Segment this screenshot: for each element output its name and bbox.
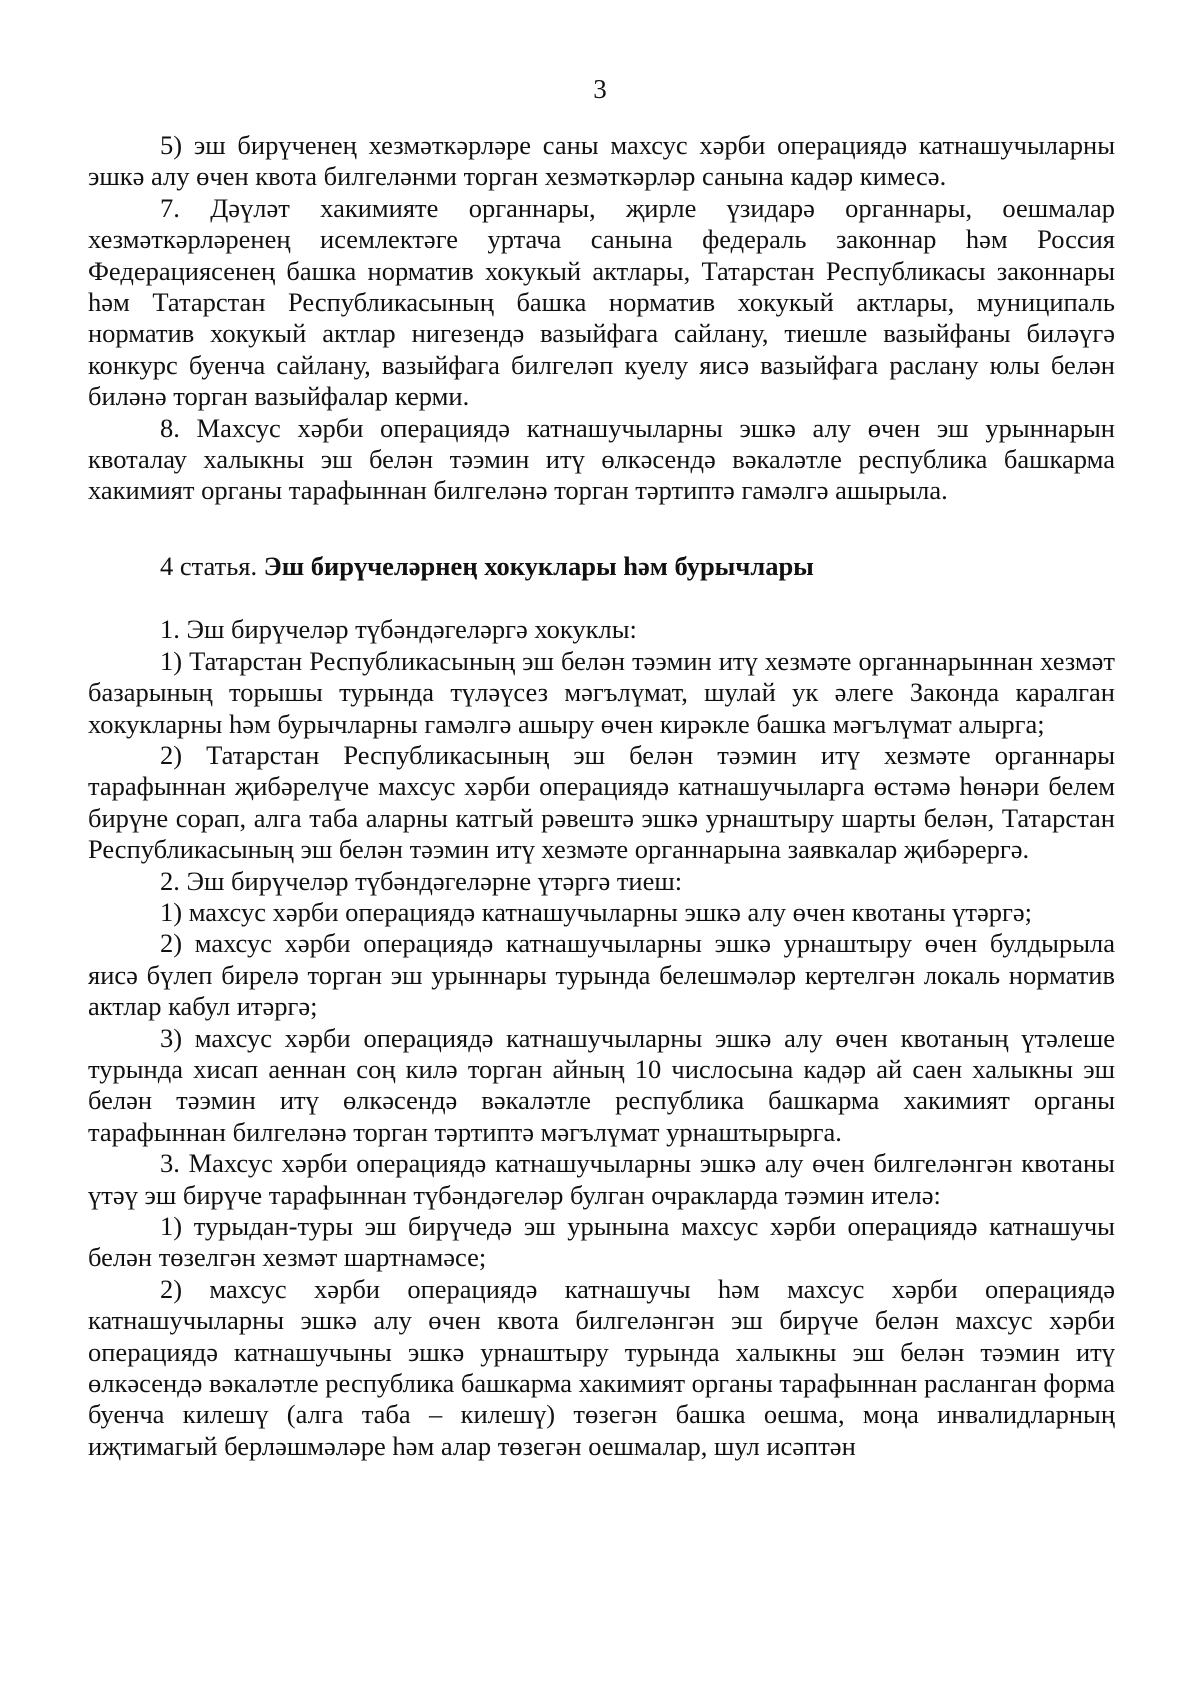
paragraph: 1) махсус хәрби операциядә катнашучыларны эшкә алу өчен квотаны үтәргә; (160, 896, 1032, 927)
article-label: 4 статья. (160, 550, 258, 581)
paragraph: 1) Татарстан Республикасының эш белән тәэмин итү хезмәте органнарыннан хезмәт базарының торышы турында түләүсез мәгълүмат, шулай ук әлеге Законда каралган хокукларны һәм бурычларны гамәлгә ашыру өчен кирәкле башка мәгълүмат алырга; (88, 645, 1115, 739)
paragraph: 2) махсус хәрби операциядә катнашучы һәм махсус хәрби операциядә катнашучыларны эшкә алу өчен квота билгеләнгән эш бирүче белән махсус хәрби операциядә катнашучыны эшкә урнаштыру турында халыкны эш белән тәэмин итү өлкәсендә вәкаләтле республика башкарма хакимият органы тарафыннан расланган форма буенча килешү (алга таба – килешү) төзегән башка оешма, моңа инвалидларның иҗтимагый берләшмәләре һәм алар төзегән оешмалар, шул исәптән (88, 1273, 1115, 1461)
article-heading (88, 551, 1115, 582)
paragraph: 5) эш бирүченең хезмәткәрләре саны махсус хәрби операциядә катнашучыларны эшкә алу өчен квота билгеләнми торган хезмәткәрләр санына кадәр кимесә. (88, 130, 1115, 192)
paragraph: 1. Эш бирүчеләр түбәндәгеләргә хокуклы: (160, 614, 637, 645)
paragraph: 3) махсус хәрби операциядә катнашучыларны эшкә алу өчен квотаның үтәлеше турында хисап аеннан соң килә торган айның 10 числосына кадәр ай саен халыкны эш белән тәэмин итү өлкәсендә вәкаләтле республика башкарма хакимият органы тарафыннан билгеләнә торган тәртиптә мәгълүмат урнаштырырга. (88, 1022, 1115, 1147)
paragraph: 8. Махсус хәрби операциядә катнашучыларны эшкә алу өчен эш урыннарын квоталау халыкны эш белән тәэмин итү өлкәсендә вәкаләтле республика башкарма хакимият органы тарафыннан билгеләнә торган тәртиптә гамәлгә ашырыла. (88, 412, 1115, 506)
paragraph: 3. Махсус хәрби операциядә катнашучыларны эшкә алу өчен билгеләнгән квотаны үтәү эш бирүче тарафыннан түбәндәгеләр булган очракларда тәэмин ителә: (88, 1148, 1115, 1210)
paragraph: 2) махсус хәрби операциядә катнашучыларны эшкә урнаштыру өчен булдырыла яисә бүлеп бирелә торган эш урыннары турында белешмәләр кертелгән локаль норматив актлар кабул итәргә; (88, 928, 1115, 1022)
paragraph: 2. Эш бирүчеләр түбәндәгеләрне үтәргә тиеш: (160, 865, 683, 896)
paragraph: 1) турыдан-туры эш бирүчедә эш урынына махсус хәрби операциядә катнашучы белән төзелгән хезмәт шартнамәсе; (88, 1211, 1115, 1273)
page-number: 3 (593, 74, 607, 104)
paragraph: 2) Татарстан Республикасының эш белән тәэмин итү хезмәте органнары тарафыннан җибәрелүче махсус хәрби операциядә катнашучыларга өстәмә һөнәри белем бирүне сорап, алга таба аларны катгый рәвештә эшкә урнаштыру шарты белән, Татарстан Республикасының эш белән тәэмин итү хезмәте органнарына заявкалар җибәрергә. (88, 739, 1115, 865)
document-body (88, 130, 1115, 1462)
article-title: Эш бирүчеләрнең хокуклары һәм бурычлары (263, 550, 814, 581)
paragraph: 7. Дәүләт хакимияте органнары, җирле үзидарә органнары, оешмалар хезмәткәрләренең исемлектәге уртача санына федераль законнар һәм Россия Федерациясенең башка норматив хокукый актлары, Татарстан Республикасы законнары һәм Татарстан Республикасының башка норматив хокукый актлары, муниципаль норматив хокукый актлар нигезендә вазыйфага сайлану, тиешле вазыйфаны биләүгә конкурс буенча сайлану, вазыйфага билгеләп куелу яисә вазыйфага раслану юлы белән биләнә торган вазыйфалар керми. (88, 192, 1115, 412)
